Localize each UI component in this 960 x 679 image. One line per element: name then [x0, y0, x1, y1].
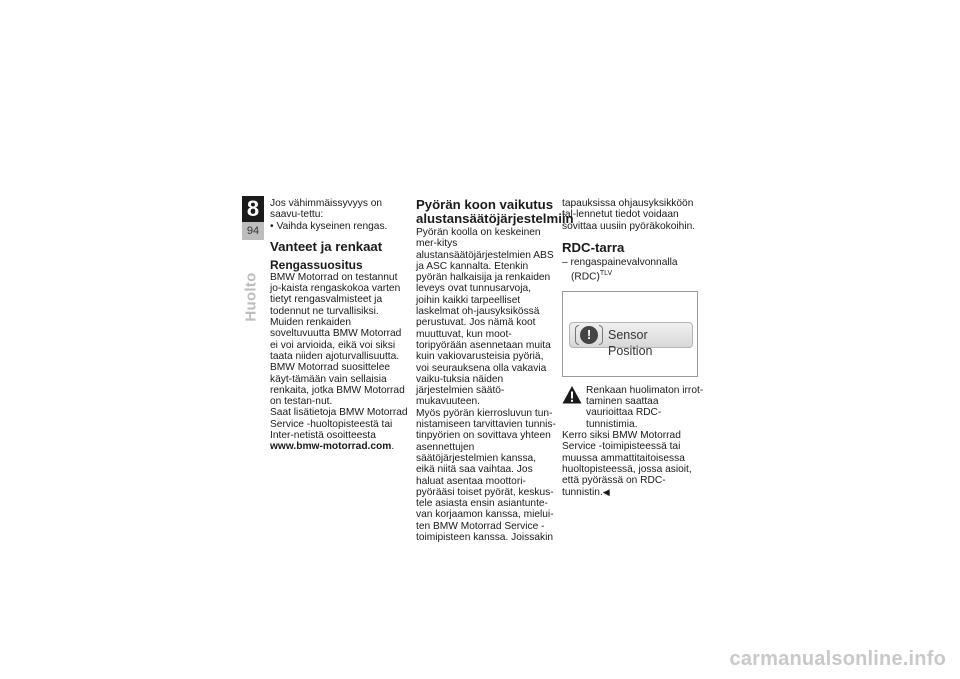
- column-1: [270, 198, 410, 453]
- paragraph: [270, 407, 410, 452]
- dash-item: – rengaspainevalvonnalla (RDC)$^{TLV}$: [562, 256, 678, 283]
- intro-text: Jos vähimmäissyvyys on saavu-tettu:: [270, 198, 383, 221]
- section-heading-rdc-label: RDC-tarra: [562, 239, 625, 255]
- paragraph: Pyörän koolla on keskeinen mer-kitys alustansäätöjärjestelmien ABS ja ASC kannalta. Etenkin pyörän halkaisija ja renkaiden leveys ovat tunnusarvoja, joihin kaikki tarpeelliset laskelmat oh-jausyksikössä perustuvat. Jos nämä koot muuttuvat, kun moot-toripyörään asennetaan muita kuin vakiovarusteisia pyöriä, voi seurauksena olla vakavia vaiku-tuksia näiden järjestelmien säätö-mukavuuteen.: [416, 227, 554, 408]
- paragraph-text: Saat lisätietoja BMW Motorrad Service -huoltopisteestä tai Inter-netistä osoitteesta: [270, 407, 408, 442]
- paragraph-end: .: [391, 441, 395, 453]
- bracket-left: [575, 325, 579, 345]
- bracket-right: [599, 325, 603, 345]
- warning-text: Renkaan huolimaton irrot-taminen saattaa vaurioittaa RDC-tunnistimia.: [586, 384, 704, 430]
- subheading-tyre-recommendation: Rengassuositus: [270, 257, 363, 272]
- sensor-position-sticker: [569, 322, 693, 358]
- paragraph: [562, 430, 704, 498]
- page-number: 94: [242, 222, 264, 240]
- warning-triangle-icon: [562, 385, 582, 405]
- option-sup: TLV: [599, 270, 613, 278]
- rdc-label-image: [562, 291, 698, 377]
- paragraph: BMW Motorrad suosittelee käyt-tämään vain sellaisia renkaita, jotka BMW Motorrad on testan-nut.: [270, 362, 405, 408]
- paragraph: BMW Motorrad on testannut jo-kaista rengaskokoa varten tietyt rengasvalmisteet ja todennut ne turvallisiksi. Muiden renkaiden soveltuvuutta BMW Motorrad ei voi arvioida, eikä voi siksi taata niiden ajoturvallisuutta.: [270, 271, 402, 362]
- dash-item-text: rengaspainevalvonnalla (RDC): [570, 256, 678, 283]
- column-2: [416, 197, 574, 544]
- section-heading-rims-tyres: Vanteet ja renkaat: [270, 238, 383, 254]
- sensor-position-text: Sensor Position: [608, 327, 653, 358]
- paragraph: tapauksissa ohjausyksikköön tal-lennetut tiedot voidaan sovittaa uusiin pyöräkokoihin.: [562, 198, 696, 232]
- side-tab-label: Huolto: [242, 272, 260, 322]
- bullet-text: Vaihda kyseinen rengas.: [276, 220, 388, 232]
- watermark: carmanualsonline.info: [729, 648, 946, 670]
- end-of-section-icon: ◀: [602, 486, 610, 497]
- side-tab: [238, 260, 264, 334]
- paragraph-text: Kerro siksi BMW Motorrad Service -toimipisteessä tai muussa ammattitaitoisessa huoltopisteessä, jossa asioit, että pyörässä on RDC-tunnistin.: [562, 430, 692, 498]
- section-heading-wheel-size: Pyörän koon vaikutus alustansäätöjärjestelmiin: [416, 197, 574, 226]
- warning-block: [562, 385, 704, 430]
- chapter-number: 8: [242, 196, 264, 222]
- exclamation-icon: !: [580, 326, 598, 344]
- website-link[interactable]: www.bmw-motorrad.com: [270, 441, 392, 453]
- paragraph: Myös pyörän kierrosluvun tun-nistamiseen tarvittavien tunnis-tinpyörien on sovittava yhteen asennettujen säätöjärjestelmien kanssa, eikä niitä saa vaihtaa. Jos haluat asentaa moottori-pyörääsi toiset pyörät, keskus-tele asiasta ensin asiantunte-van korjaamon kanssa, mielui-ten BMW Motorrad Service -toimipisteen kanssa. Joissakin: [416, 407, 556, 544]
- column-3: [562, 198, 704, 498]
- bullet-item: [270, 221, 410, 232]
